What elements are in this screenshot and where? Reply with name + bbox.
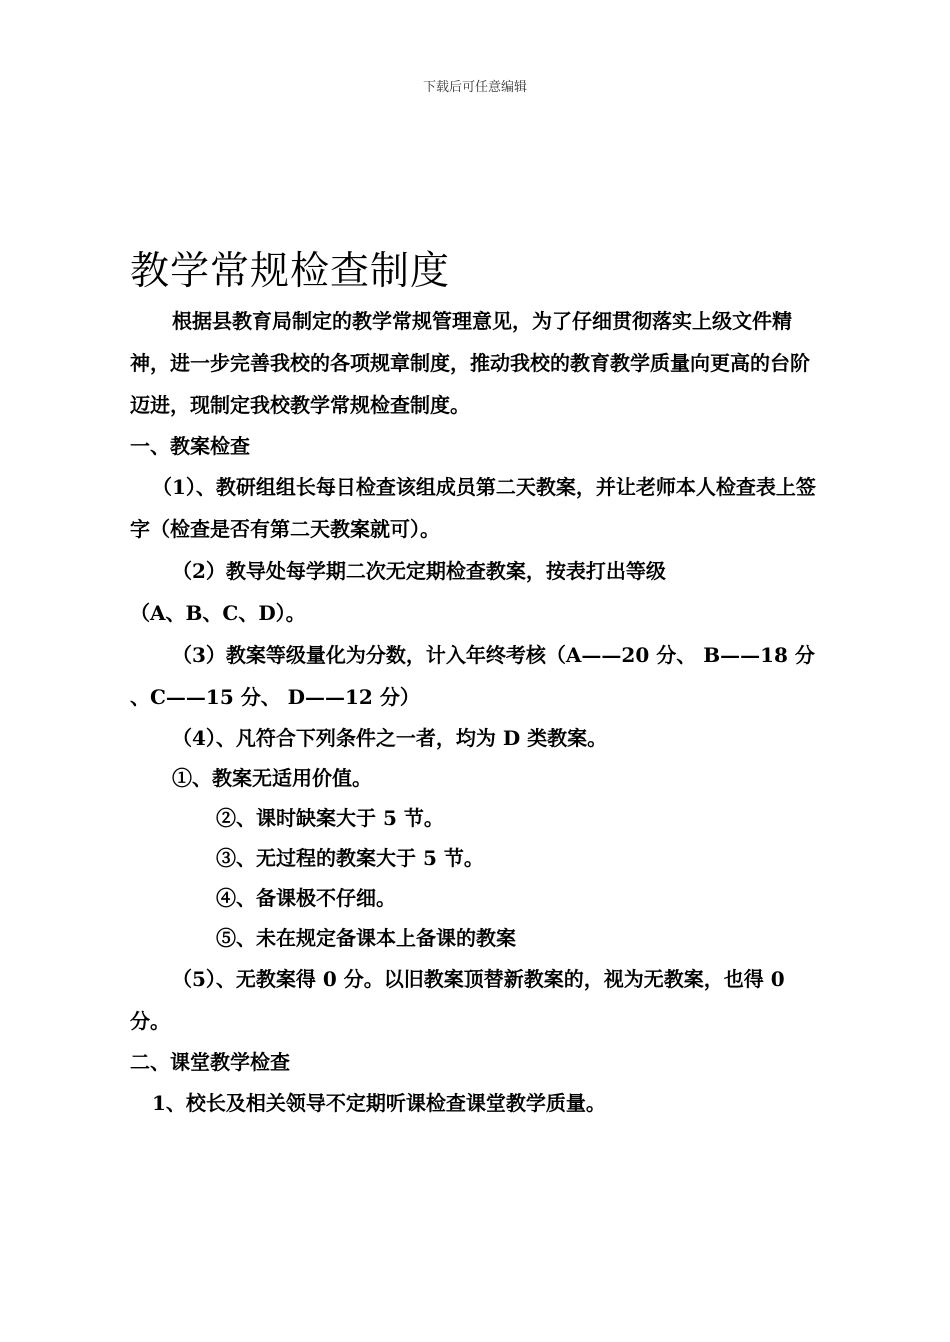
- d-condition-3: ③、无过程的教案大于 5 节。: [216, 846, 484, 870]
- d-condition-4: ④、备课极不仔细。: [216, 886, 396, 910]
- document-title: 教学常规检查制度: [130, 249, 451, 294]
- d-condition-2: ②、课时缺案大于 5 节。: [216, 806, 444, 830]
- document-body: [130, 244, 820, 1124]
- header-note: 下载后可任意编辑: [422, 80, 527, 95]
- lesson-plan-item-2: （2）教导处每学期二次无定期检查教案，按表打出等级: [172, 559, 666, 583]
- section-heading-classroom-check: 二、课堂教学检查: [130, 1050, 290, 1074]
- d-condition-1: ①、教案无适用价值。: [172, 766, 372, 790]
- lesson-plan-item-5: （5）、无教案得 0 分。以旧教案顶替新教案的，视为无教案，也得 0 分。: [130, 967, 785, 1033]
- lesson-plan-item-3: （3）教案等级量化为分数，计入年终考核（A——20 分、 B——18 分 、C——15 分、 D——12 分）: [130, 643, 815, 709]
- lesson-plan-item-2-grades: （A、B、C、D）。: [130, 601, 306, 625]
- section-heading-lesson-plan-check: 一、教案检查: [130, 434, 250, 458]
- d-condition-5: ⑤、未在规定备课本上备课的教案: [216, 926, 516, 950]
- lesson-plan-item-1: （1）、教研组组长每日检查该组成员第二天教案，并让老师本人检查表上签字（检查是否有第二天教案就可）。: [130, 475, 816, 541]
- classroom-item-1: 1、校长及相关领导不定期听课检查课堂教学质量。: [152, 1091, 606, 1115]
- intro-paragraph: 根据县教育局制定的教学常规管理意见，为了仔细贯彻落实上级文件精神，进一步完善我校的各项规章制度，推动我校的教育教学质量向更高的台阶迈进，现制定我校教学常规检查制度。: [130, 309, 810, 417]
- lesson-plan-item-4: （4）、凡符合下列条件之一者，均为 D 类教案。: [172, 726, 608, 750]
